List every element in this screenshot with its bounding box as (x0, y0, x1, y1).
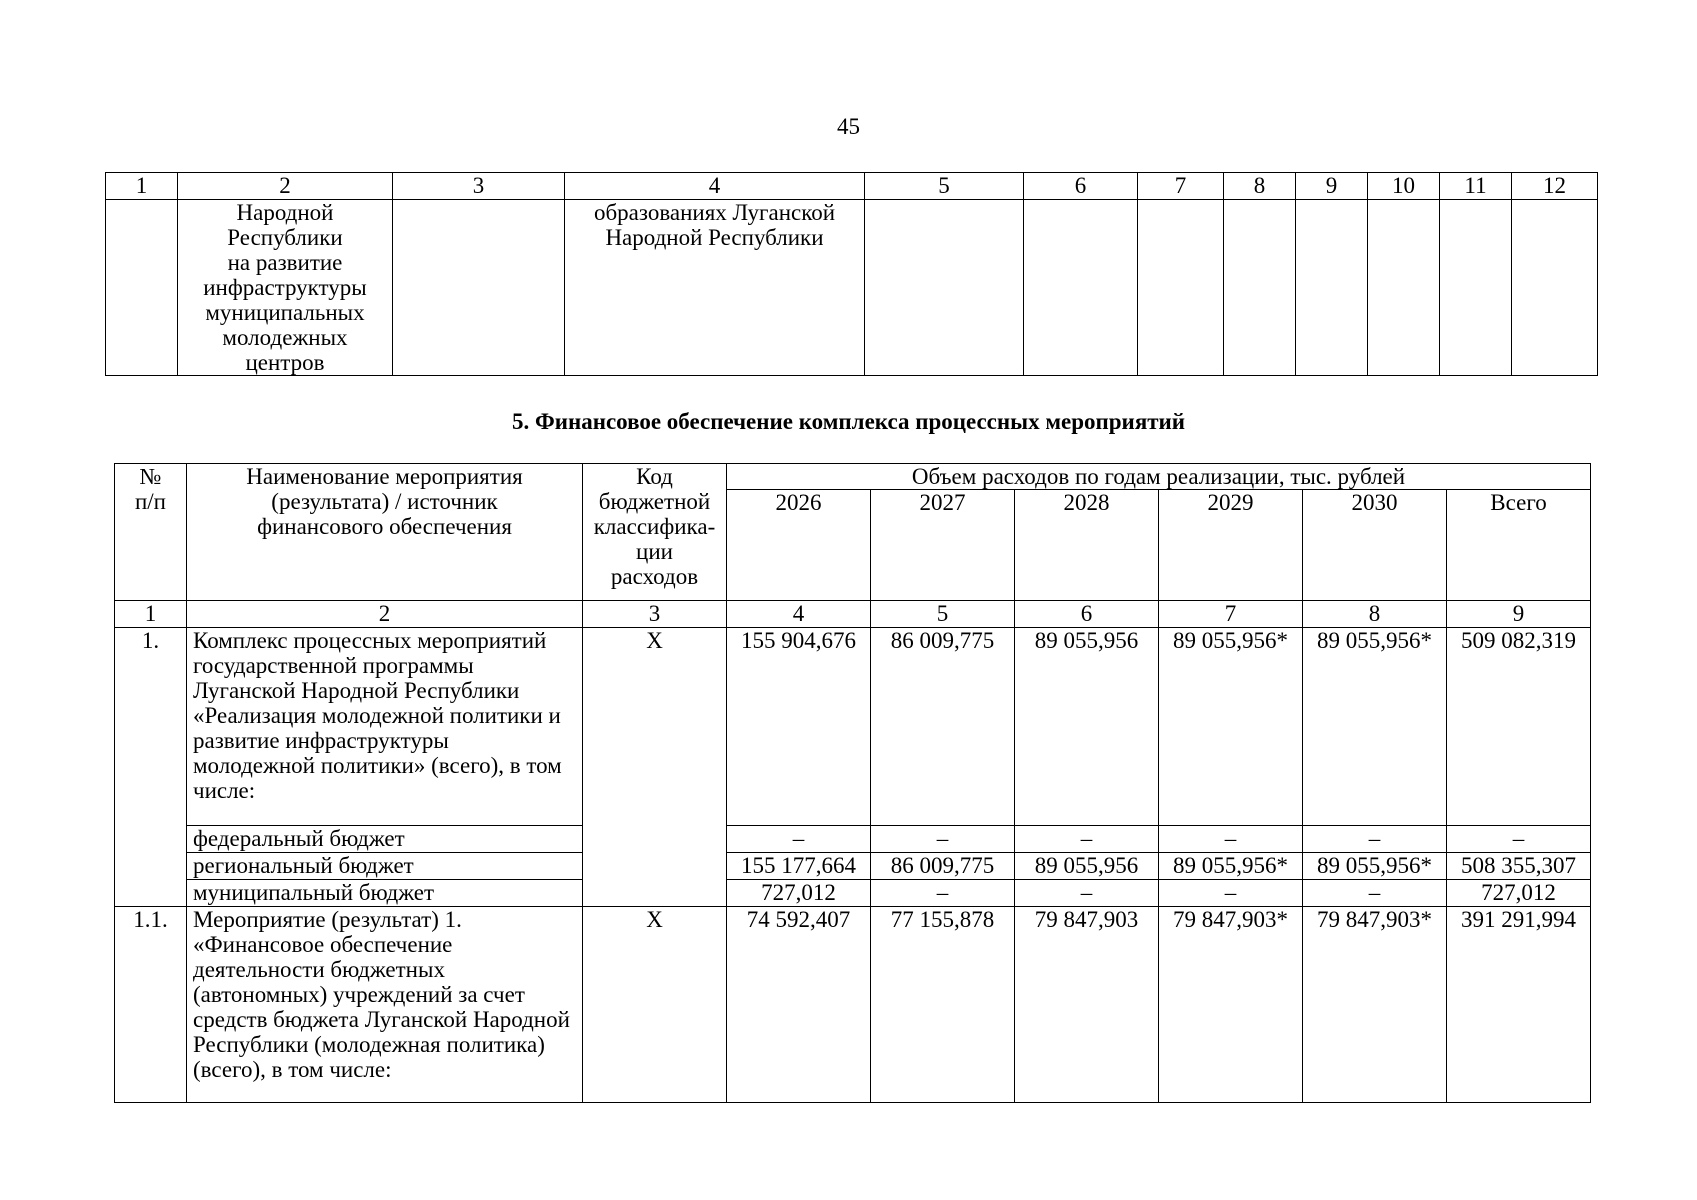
header-year: 2030 (1303, 490, 1447, 601)
column-number: 7 (1159, 601, 1303, 628)
row-number: 1. (115, 628, 187, 907)
value-2029: 79 847,903* (1159, 907, 1303, 1103)
table-row (115, 826, 1591, 853)
value-2030: 79 847,903* (1303, 907, 1447, 1103)
table-cell: Народной Республики на развитие инфраструктуры муниципальных молодежных центров (178, 200, 393, 376)
budget-code: Х (583, 907, 727, 1103)
column-number: 8 (1224, 173, 1296, 200)
table-cell (865, 200, 1024, 376)
value-2026: 155 904,676 (727, 628, 871, 826)
value-2030: – (1303, 880, 1447, 907)
header-total: Всего (1447, 490, 1591, 601)
header-year: 2028 (1015, 490, 1159, 601)
value-2030: – (1303, 826, 1447, 853)
table-cell (1138, 200, 1224, 376)
row-number: 1.1. (115, 907, 187, 1103)
value-2029: – (1159, 880, 1303, 907)
header-num: № п/п (115, 464, 187, 601)
header-name: Наименование мероприятия (результата) / источник финансового обеспечения (187, 464, 583, 601)
header-code: Код бюджетной классифика- ции расходов (583, 464, 727, 601)
value-2026: 727,012 (727, 880, 871, 907)
value-total: 508 355,307 (1447, 853, 1591, 880)
value-2027: 86 009,775 (871, 853, 1015, 880)
column-number: 5 (871, 601, 1015, 628)
value-2028: 79 847,903 (1015, 907, 1159, 1103)
column-number: 7 (1138, 173, 1224, 200)
row-name: Комплекс процессных мероприятий государственной программы Луганской Народной Республики «Реализация молодежной политики и развитие инфраструктуры молодежной политики» (всего), в том числе: (187, 628, 583, 826)
table-cell (1024, 200, 1138, 376)
value-2030: 89 055,956* (1303, 628, 1447, 826)
row-name: Мероприятие (результат) 1. «Финансовое обеспечение деятельности бюджетных (автономных) учреждений за счет средств бюджета Луганской Народной Республики (молодежная политика) (всего), в том числе: (187, 907, 583, 1103)
table-cell: образованиях Луганской Народной Республики (565, 200, 865, 376)
budget-code: Х (583, 628, 727, 907)
value-2029: – (1159, 826, 1303, 853)
column-number-row (115, 601, 1591, 628)
column-number: 1 (106, 173, 178, 200)
table-row (106, 200, 1598, 376)
table-row (115, 628, 1591, 826)
column-number-row (106, 173, 1598, 200)
column-number: 11 (1440, 173, 1512, 200)
value-total: 509 082,319 (1447, 628, 1591, 826)
value-total: – (1447, 826, 1591, 853)
value-2026: 74 592,407 (727, 907, 871, 1103)
header-volume: Объем расходов по годам реализации, тыс. рублей (727, 464, 1591, 490)
column-number: 2 (187, 601, 583, 628)
column-number: 9 (1296, 173, 1368, 200)
table-cell (1296, 200, 1368, 376)
header-year: 2026 (727, 490, 871, 601)
table-cell (393, 200, 565, 376)
section-title: 5. Финансовое обеспечение комплекса процессных мероприятий (511, 409, 1186, 434)
value-2027: 77 155,878 (871, 907, 1015, 1103)
value-2029: 89 055,956* (1159, 853, 1303, 880)
column-number: 6 (1015, 601, 1159, 628)
table-cell (1440, 200, 1512, 376)
value-2028: – (1015, 826, 1159, 853)
continued-table (105, 172, 1598, 376)
column-number: 3 (583, 601, 727, 628)
value-total: 727,012 (1447, 880, 1591, 907)
column-number: 12 (1512, 173, 1598, 200)
column-number: 2 (178, 173, 393, 200)
column-number: 5 (865, 173, 1024, 200)
value-2029: 89 055,956* (1159, 628, 1303, 826)
value-2028: – (1015, 880, 1159, 907)
value-2028: 89 055,956 (1015, 853, 1159, 880)
column-number: 1 (115, 601, 187, 628)
column-number: 8 (1303, 601, 1447, 628)
row-name: федеральный бюджет (187, 826, 583, 853)
table-row (115, 853, 1591, 880)
table-cell (1512, 200, 1598, 376)
table-cell (106, 200, 178, 376)
table-cell (1368, 200, 1440, 376)
header-row (115, 464, 1591, 490)
header-year: 2029 (1159, 490, 1303, 601)
column-number: 4 (565, 173, 865, 200)
value-2027: 86 009,775 (871, 628, 1015, 826)
page-number: 45 (837, 114, 860, 139)
row-name: муниципальный бюджет (187, 880, 583, 907)
value-2027: – (871, 826, 1015, 853)
table-cell (1224, 200, 1296, 376)
value-2028: 89 055,956 (1015, 628, 1159, 826)
row-name: региональный бюджет (187, 853, 583, 880)
column-number: 4 (727, 601, 871, 628)
column-number: 10 (1368, 173, 1440, 200)
value-2030: 89 055,956* (1303, 853, 1447, 880)
value-total: 391 291,994 (1447, 907, 1591, 1103)
value-2026: – (727, 826, 871, 853)
table-row (115, 907, 1591, 1103)
financing-table (114, 463, 1591, 1103)
column-number: 6 (1024, 173, 1138, 200)
column-number: 9 (1447, 601, 1591, 628)
value-2026: 155 177,664 (727, 853, 871, 880)
header-year: 2027 (871, 490, 1015, 601)
table-row (115, 880, 1591, 907)
value-2027: – (871, 880, 1015, 907)
column-number: 3 (393, 173, 565, 200)
